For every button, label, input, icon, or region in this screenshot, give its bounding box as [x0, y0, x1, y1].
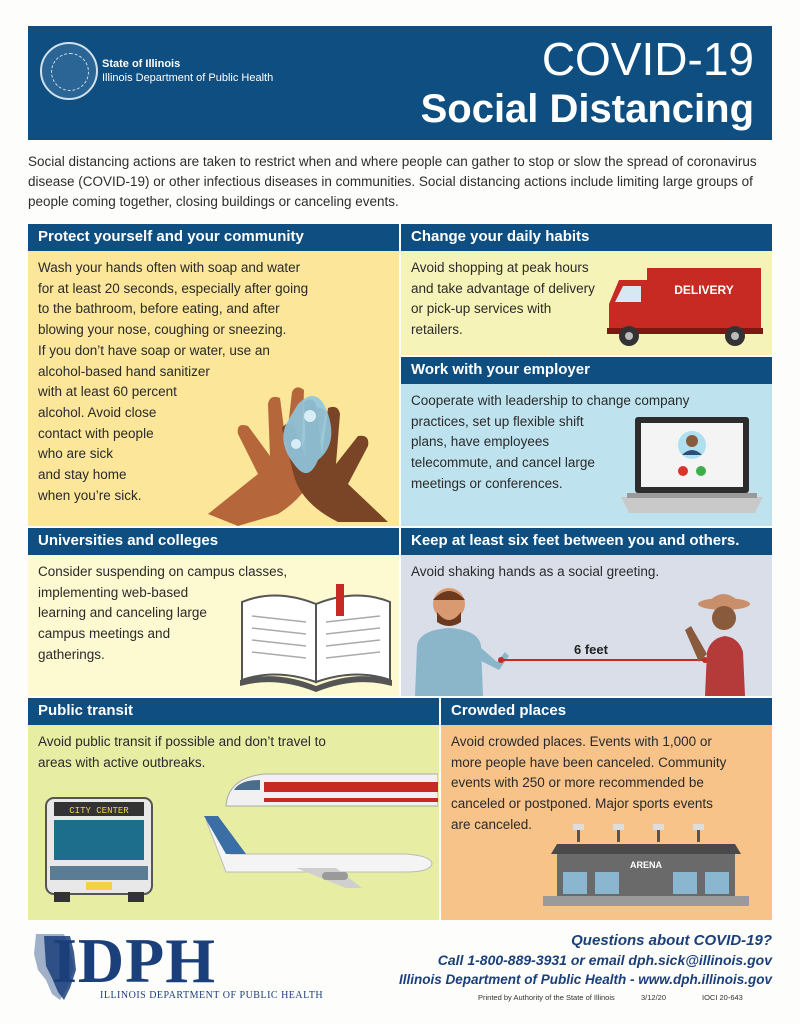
text-line: telecommute, and cancel large [411, 455, 595, 471]
bus-sign: CITY CENTER [69, 806, 129, 816]
text-line: alcohol. Avoid close [38, 404, 157, 420]
text-line: areas with active outbreaks. [38, 754, 206, 770]
intro-paragraph: Social distancing actions are taken to restrict when and where people can gather to stop or slow the spread of coronavirus disease (COVID-19) or other infectious diseases in communities. Social distancing actions include limiting large groups of people coming together, closing buildings or canceling events. [28, 154, 757, 209]
text-line: implementing web-based [38, 584, 189, 600]
distance-label: 6 feet [574, 642, 608, 657]
text-line: learning and canceling large [38, 605, 207, 621]
panel-crowded-text [451, 732, 726, 836]
panel-employer [401, 357, 772, 526]
printed-by: Printed by Authority of the State of Illinois [478, 993, 615, 1002]
print-date: 3/12/20 [641, 993, 667, 1002]
text-line: or pick-up services with [411, 301, 552, 317]
text-line: to the bathroom, before eating, and after [38, 301, 280, 317]
text-line: campus meetings and [38, 626, 171, 642]
text-line: canceled or postponed. Major sports events [451, 796, 713, 812]
text-line: If you don’t have soap or water, use an [38, 342, 270, 358]
text-line: Wash your hands often with soap and water [38, 260, 301, 275]
text-line: Cooperate with leadership to change company [411, 393, 690, 408]
text-line: for at least 20 seconds, especially after going [38, 280, 309, 296]
header-banner [28, 26, 772, 140]
panel-distance-text [411, 562, 659, 583]
text-line: meetings or conferences. [411, 475, 563, 491]
panel-protect-heading: Protect yourself and your community [28, 224, 399, 251]
arena-icon [541, 824, 751, 910]
contact-line: Call 1-800-889-3931 or email dph.sick@illinois.gov [437, 952, 772, 968]
state-name: State of Illinois [102, 58, 181, 70]
text-line: who are sick [38, 446, 114, 462]
panel-habits-heading: Change your daily habits [401, 224, 772, 251]
panel-universities-heading: Universities and colleges [28, 528, 399, 555]
bus-icon [42, 792, 156, 904]
text-line: plans, have employees [411, 434, 550, 450]
text-line: Avoid shopping at peak hours [411, 260, 589, 275]
page-title-line1: COVID-19 [541, 33, 754, 85]
panel-protect [28, 224, 399, 526]
text-line: contact with people [38, 425, 154, 441]
text-line: Avoid shaking hands as a social greeting. [411, 564, 660, 579]
idph-logo-text: IDPH [52, 925, 216, 996]
text-line: Avoid crowded places. Events with 1,000 or [451, 734, 712, 749]
panel-transit [28, 698, 439, 920]
questions-heading: Questions about COVID-19? [571, 932, 772, 949]
panel-distance-heading: Keep at least six feet between you and others. [401, 528, 772, 555]
website-line: Illinois Department of Public Health - www.dph.illinois.gov [398, 972, 772, 987]
department-name: Illinois Department of Public Health [102, 72, 274, 84]
text-line: Consider suspending on campus classes, [38, 564, 288, 579]
text-line: blowing your nose, coughing or sneezing. [38, 322, 287, 338]
text-line: and take advantage of delivery [411, 280, 595, 296]
panel-habits [401, 224, 772, 355]
panel-crowded [441, 698, 772, 920]
text-line: alcohol-based hand sanitizer [38, 363, 210, 379]
panel-universities [28, 528, 399, 696]
text-line: practices, set up flexible shift [411, 413, 584, 429]
people-distance-icon [405, 582, 771, 696]
text-line: gatherings. [38, 646, 105, 662]
open-book-icon [236, 582, 396, 692]
state-seal-icon [40, 42, 98, 100]
text-line: and stay home [38, 467, 127, 483]
text-line: events with 250 or more recommended be [451, 775, 704, 791]
page-title-line2: Social Distancing [420, 87, 754, 131]
print-code: IOCI 20-643 [702, 993, 743, 1002]
text-line: with at least 60 percent [38, 384, 177, 400]
text-line: are canceled. [451, 816, 533, 832]
panel-crowded-heading: Crowded places [441, 698, 772, 725]
panel-transit-heading: Public transit [28, 698, 439, 725]
idph-logo-subtitle: ILLINOIS DEPARTMENT OF PUBLIC HEALTH [100, 990, 324, 1001]
panel-habits-text [411, 258, 595, 341]
hands-icon [198, 364, 398, 526]
text-line: more people have been canceled. Community [451, 754, 727, 770]
truck-label: DELIVERY [674, 283, 734, 297]
text-line: Avoid public transit if possible and don’t travel to [38, 734, 326, 749]
train-icon [224, 768, 438, 812]
text-line: retailers. [411, 322, 463, 338]
delivery-truck-icon [605, 264, 765, 350]
panel-employer-heading: Work with your employer [401, 357, 772, 384]
panel-distance [401, 528, 772, 696]
text-line: when you’re sick. [38, 487, 142, 503]
arena-label: ARENA [629, 860, 663, 870]
airplane-icon [186, 812, 436, 888]
laptop-video-call-icon [617, 413, 767, 523]
